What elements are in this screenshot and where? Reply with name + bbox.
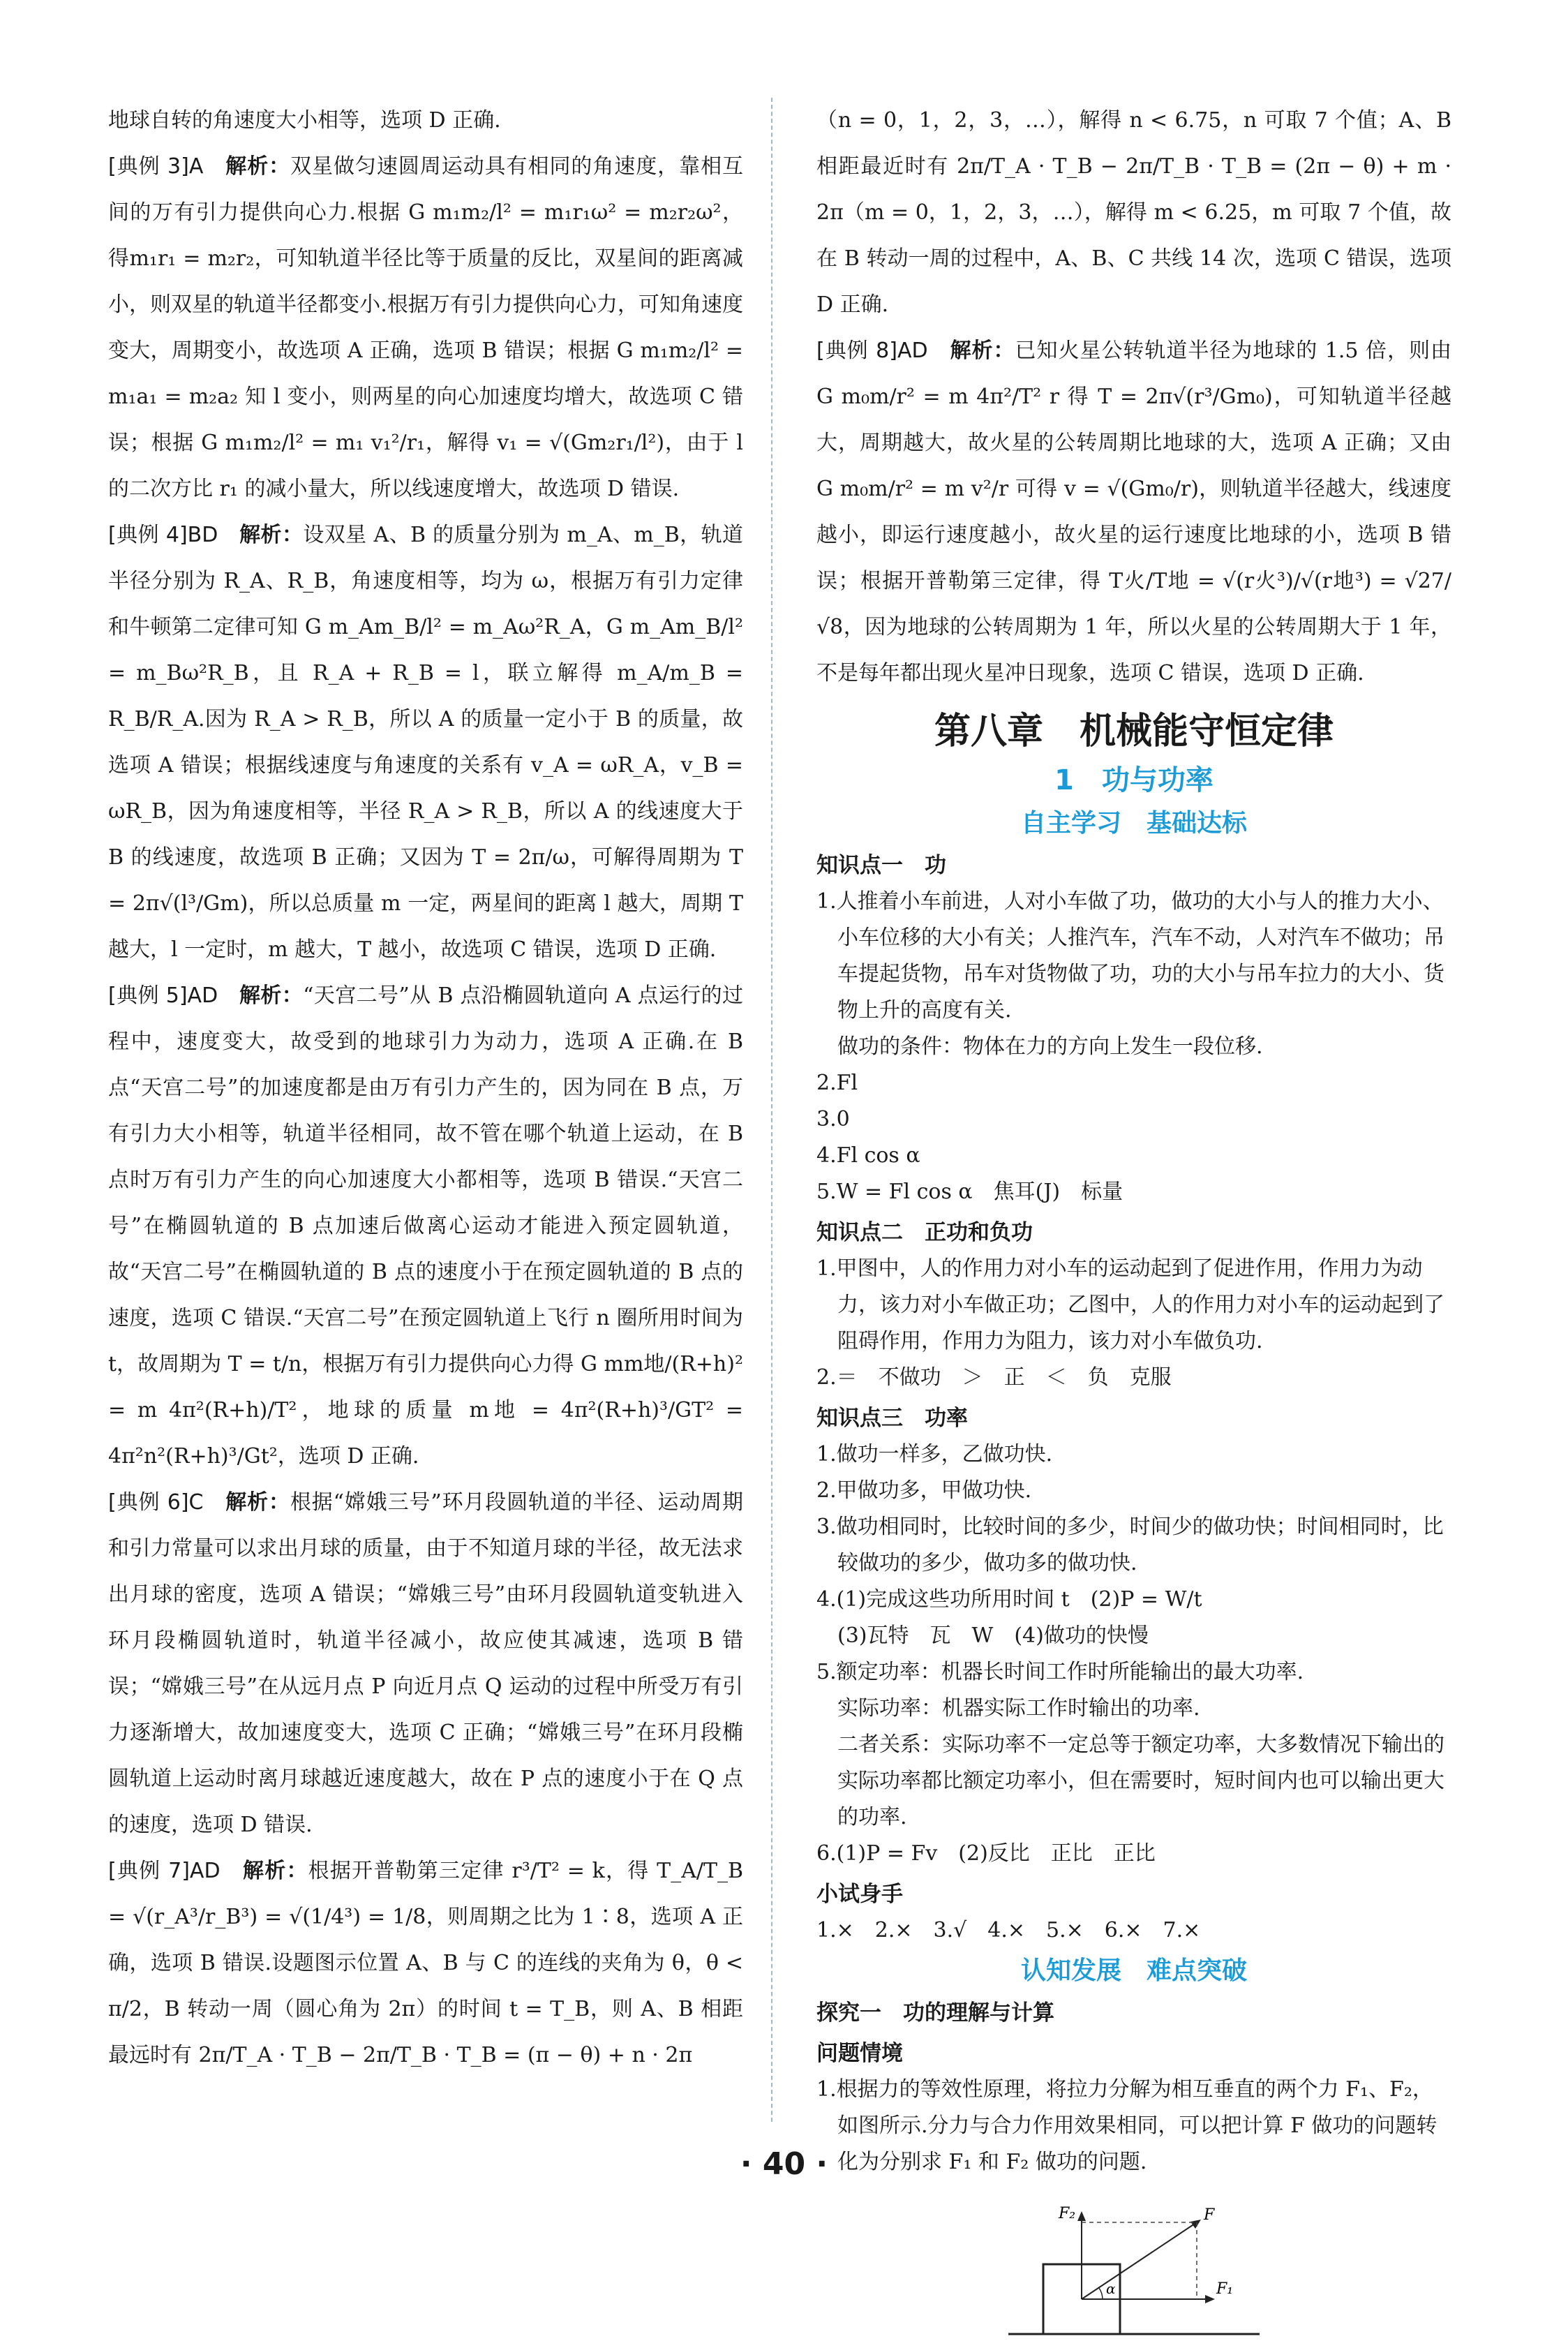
- f-arrowhead: [1190, 2220, 1201, 2229]
- list-item: 2.＝ 不做功 ＞ 正 ＜ 负 克服: [816, 1365, 1172, 1390]
- example-text: 双星做匀速圆周运动具有相同的角速度，靠相互间的万有引力提供向心力.根据 G m₁m₂/l² = m₁r₁ω² = m₂r₂ω²，得m₁r₁ = m₂r₂，可知轨道半径比等于质量的反比，双星间的距离减小，则双星的轨道半径都变小.根据万有引力提供向心力，可知角速度变大，周期变小，故选项 A 正确，选项 B 错误；根据 G m₁m₂/l² = m₁a₁ = m₂a₂ 知 l 变小，则两星的向心加速度均增大，故选项 C 错误；根据 G m₁m₂/l² = m₁ v₁²/r₁，解得 v₁ = √(Gm₂r₁/l²)，由于 l 的二次方比 r₁ 的减小量大，所以线速度增大，故选项 D 错误.: [108, 154, 744, 501]
- knowledge-point-2-title: 知识点二 正功和负功: [816, 1220, 1033, 1245]
- list-item: 1.做功一样多，乙做功快.: [816, 1442, 1053, 1466]
- section-title: 1 功与功率: [1054, 764, 1214, 796]
- list-item: 做功的条件：物体在力的方向上发生一段位移.: [837, 1034, 1263, 1059]
- example-7: [108, 1848, 743, 2079]
- example-tag: [典例 8]AD: [816, 339, 928, 363]
- analysis-label: 解析：: [239, 523, 304, 547]
- example-3: [108, 144, 743, 512]
- list-item: 4.(1)完成这些功所用时间 t (2)P = W/t: [816, 1587, 1202, 1612]
- example-tag: [典例 5]AD: [108, 983, 218, 1008]
- explore-title: 探究一 功的理解与计算: [816, 2000, 1054, 2026]
- list-item: 3.0: [816, 1107, 850, 1131]
- quick-test-title: 小试身手: [816, 1882, 903, 1907]
- example-text: “天宫二号”从 B 点沿椭圆轨道向 A 点运行的过程中，速度变大，故受到的地球引力为动力，选项 A 正确.在 B 点“天宫二号”的加速度都是由万有引力产生的，因为同在 B 点，万有引力大小相等，轨道半径相同，故不管在哪个轨道上运动，在 B 点时万有引力产生的向心加速度大小都相等，选项 B 错误.“天宫二号”在椭圆轨道的 B 点加速后做离心运动才能进入预定圆轨道，故“天宫二号”在椭圆轨道的 B 点的速度小于在预定圆轨道的 B 点的速度，选项 C 错误.“天宫二号”在预定圆轨道上飞行 n 圈所用时间为 t，故周期为 T = t/n，根据万有引力提供向心力得 G mm地/(R+h)² = m 4π²(R+h)/T²，地球的质量 m地 = 4π²(R+h)³/GT² = 4π²n²(R+h)³/Gt²，选项 D 正确.: [108, 983, 744, 1469]
- list-item: 5.W = Fl cos α 焦耳(J) 标量: [816, 1180, 1123, 1204]
- example-7-continued: （n = 0，1，2，3，…），解得 n < 6.75，n 可取 7 个值；A、B 相距最近时有 2π/T_A · T_B − 2π/T_B · T_B = (2π − θ) + m · 2π（m = 0，1，2，3，…），解得 m < 6.25，m 可取 7 个值，故在 B 转动一周的过程中，A、B、C 共线 14 次，选项 C 错误，选项 D 正确.: [816, 108, 1451, 317]
- list-item: 二者关系：实际功率不一定总等于额定功率，大多数情况下输出的实际功率都比额定功率小，但在需要时，短时间内也可以输出更大的功率.: [837, 1732, 1444, 1829]
- list-item: 2.甲做功多，甲做功快.: [816, 1478, 1032, 1503]
- example-text: 根据开普勒第三定律 r³/T² = k，得 T_A/T_B = √(r_A³/r_B³) = √(1/4³) = 1/8，则周期之比为 1∶8，选项 A 正确，选项 B 错误.设题图示位置 A、B 与 C 的连线的夹角为 θ，θ < π/2，B 转动一周（圆心角为 2π）的时间 t = T_B，则 A、B 相距最远时有 2π/T_A · T_B − 2π/T_B · T_B = (π − θ) + n · 2π: [108, 1859, 744, 2067]
- example-tag: [典例 7]AD: [108, 1859, 221, 1883]
- list-item: 3.做功相同时，比较时间的多少，时间少的做功快；时间相同时，比较做功的多少，做功多的做功快.: [816, 1515, 1444, 1575]
- analysis-label: 解析：: [243, 1859, 308, 1883]
- f1-label: F₁: [1216, 2280, 1234, 2298]
- list-item: 1.人推着小车前进，人对小车做了功，做功的大小与人的推力大小、小车位移的大小有关；人推汽车，汽车不动，人对汽车不做功；吊车提起货物，吊车对货物做了功，功的大小与吊车拉力的大小、货物上升的高度有关.: [816, 889, 1444, 1023]
- list-item: (3)瓦特 瓦 W (4)做功的快慢: [837, 1623, 1149, 1648]
- example-text: 已知火星公转轨道半径为地球的 1.5 倍，则由 G m₀m/r² = m 4π²/T² r 得 T = 2π√(r³/Gm₀)，可知轨道半径越大，周期越大，故火星的公转周期比地球的大，选项 A 正确；又由 G m₀m/r² = m v²/r 可得 v = √(Gm₀/r)，则轨道半径越大，线速度越小，即运行速度越小，故火星的运行速度比地球的小，选项 B 错误；根据开普勒第三定律，得 T火/T地 = √(r火³)/√(r地³) = √27/√8，因为地球的公转周期为 1 年，所以火星的公转周期大于 1 年，不是每年都出现火星冲日现象，选项 C 错误，选项 D 正确.: [816, 339, 1451, 685]
- example-tag: [典例 6]C: [108, 1490, 204, 1515]
- list-item: 5.额定功率：机器长时间工作时所能输出的最大功率.: [816, 1660, 1304, 1684]
- analysis-label: 解析：: [225, 154, 291, 179]
- chapter-title: 第八章 机械能守恒定律: [934, 711, 1334, 752]
- list-item: 1.甲图中，人的作用力对小车的运动起到了促进作用，作用力为动力，该力对小车做正功；乙图中，人的作用力对小车的运动起到了阻碍作用，作用力为阻力，该力对小车做负功.: [816, 1256, 1444, 1353]
- example-tag: [典例 3]A: [108, 154, 204, 179]
- f-arrow-line: [1082, 2222, 1197, 2299]
- list-item: 4.Fl cos α: [816, 1143, 920, 1168]
- right-column: [816, 98, 1451, 2298]
- f-label: F: [1204, 2206, 1215, 2224]
- quick-test-answers: 1.× 2.× 3.√ 4.× 5.× 6.× 7.×: [816, 1918, 1201, 1942]
- force-decomposition-diagram: [994, 2194, 1274, 2348]
- analysis-label: 解析：: [950, 339, 1015, 363]
- angle-arc: [1099, 2288, 1103, 2299]
- column-divider: [771, 98, 772, 2122]
- knowledge-point-1-title: 知识点一 功: [816, 853, 946, 878]
- analysis-label: 解析：: [225, 1490, 290, 1515]
- left-column: [108, 98, 743, 2108]
- example-8: [816, 328, 1451, 697]
- explore-subtitle: 问题情境: [816, 2041, 903, 2066]
- example-tag: [典例 4]BD: [108, 523, 218, 547]
- example-6: [108, 1480, 743, 1848]
- band-heading-difficulty: 认知发展 难点突破: [1020, 1956, 1247, 1985]
- list-item: 实际功率：机器实际工作时输出的功率.: [837, 1696, 1200, 1721]
- knowledge-point-3-title: 知识点三 功率: [816, 1406, 968, 1431]
- example-text: 根据“嫦娥三号”环月段圆轨道的半径、运动周期和引力常量可以求出月球的质量，由于不知道月球的半径，故无法求出月球的密度，选项 A 错误；“嫦娥三号”由环月段圆轨道变轨进入环月段椭圆轨道时，轨道半径减小，故应使其减速，选项 B 错误；“嫦娥三号”在从远月点 P 向近月点 Q 运动的过程中所受万有引力逐渐增大，故加速度变大，选项 C 正确；“嫦娥三号”在环月段椭圆轨道上运动时离月球越近速度越大，故在 P 点的速度小于在 Q 点的速度，选项 D 错误.: [108, 1490, 744, 1837]
- list-item: 6.(1)P = Fv (2)反比 正比 正比: [816, 1841, 1156, 1866]
- band-heading-self-study: 自主学习 基础达标: [1020, 809, 1247, 838]
- alpha-label: α: [1106, 2280, 1116, 2297]
- f2-arrowhead: [1077, 2211, 1086, 2221]
- example-5: [108, 973, 743, 1480]
- example-4: [108, 512, 743, 973]
- analysis-label: 解析：: [239, 983, 304, 1008]
- example-text: 设双星 A、B 的质量分别为 m_A、m_B，轨道半径分别为 R_A、R_B，角速度相等，均为 ω，根据万有引力定律和牛顿第二定律可知 G m_Am_B/l² = m_Aω²R_A，G m_Am_B/l² = m_Bω²R_B，且 R_A + R_B = l，联立解得 m_A/m_B = R_B/R_A.因为 R_A > R_B，所以 A 的质量一定小于 B 的质量，故选项 A 错误；根据线速度与角速度的关系有 v_A = ωR_A，v_B = ωR_B，因为角速度相等，半径 R_A > R_B，所以 A 的线速度大于 B 的线速度，故选项 B 正确；又因为 T = 2π/ω，可解得周期为 T = 2π√(l³/Gm)，所以总质量 m 一定，两星间的距离 l 越大，周期 T 越大，l 一定时，m 越大，T 越小，故选项 C 错误，选项 D 正确.: [108, 523, 743, 962]
- f2-label: F₂: [1059, 2205, 1076, 2222]
- list-item: 2.Fl: [816, 1071, 858, 1095]
- paragraph-continued: 地球自转的角速度大小相等，选项 D 正确.: [108, 108, 501, 133]
- explore-text: 1.根据力的等效性原理，将拉力分解为相互垂直的两个力 F₁、F₂，如图所示.分力与合力作用效果相同，可以把计算 F 做功的问题转化为分别求 F₁ 和 F₂ 做功的问题.: [816, 2077, 1438, 2174]
- page-number: · 40 ·: [740, 2146, 828, 2182]
- f1-arrowhead: [1205, 2295, 1215, 2303]
